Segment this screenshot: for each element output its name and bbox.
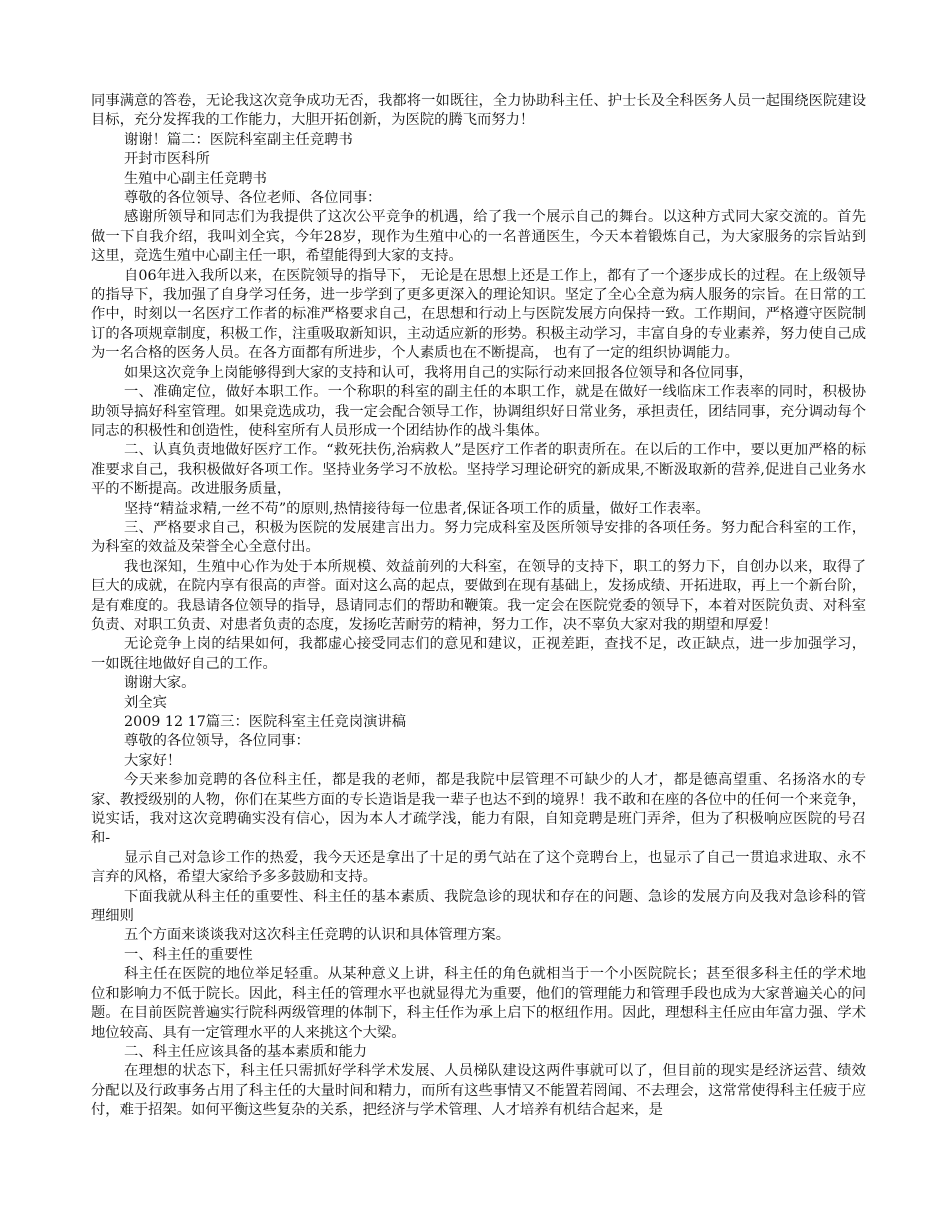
paragraph: 我也深知，生殖中心作为处于本所规模、效益前列的大科室，在领导的支持下，职工的努力下，自创办以来，取得了巨大的成就，在院内享有很高的声誉。面对这么高的起点，要做到在现有基础上，发扬成绩、开拓进取，再上一个新台阶，是有难度的。我恳请各位领导的指导，恳请同志们的帮助和鞭策。我一定会在医院党委的领导下，本着对医院负责、对科室负责、对职工负责、对患者负责的态度，发扬吃苦耐劳的精神，努力工作，决不辜负大家对我的期望和厚爱！ (91, 558, 866, 633)
paragraph: 无论竞争上岗的结果如何，我都虚心接受同志们的意见和建议，正视差距，查找不足，改正缺点，进一步加强学习，一如既往地做好自己的工作。 (91, 636, 866, 672)
paragraph: 刘全宾 (124, 694, 167, 711)
paragraph: 感谢所领导和同志们为我提供了这次公平竞争的机遇，给了我一个展示自己的舞台。以这种方式同大家交流的。首先做一下自我介绍，我叫刘全宾，今年28岁，现作为生殖中心的一名普通医生，今天本着锻炼自己，为大家服务的宗旨站到这里，竞选生殖中心副主任一职，希望能得到大家的支持。 (91, 209, 866, 265)
paragraph: 谢谢！篇二：医院科室副主任竞聘书 (124, 131, 353, 148)
paragraph: 谢谢大家。 (124, 675, 196, 692)
paragraph: 生殖中心副主任竞聘书 (124, 170, 267, 187)
paragraph: 三、严格要求自己，积极为医院的发展建言出力。努力完成科室及医所领导安排的各项任务。努力配合科室的工作，为科室的效益及荣誉全心全意付出。 (91, 519, 866, 556)
paragraph: 五个方面来谈谈我对这次科主任竞聘的认识和具体管理方案。 (124, 927, 511, 944)
paragraph: 下面我就从科主任的重要性、科主任的基本素质、我院急诊的现状和存在的问题、急诊的发展方向及我对急诊科的管理细则 (91, 888, 866, 925)
paragraph: 同事满意的答卷，无论我这次竞争成功无否，我都将一如既往，全力协助科主任、护士长及全科医务人员一起围绕医院建设目标，充分发挥我的工作能力，大胆开拓创新，为医院的腾飞而努力！ (91, 93, 866, 129)
paragraph: 如果这次竞争上岗能够得到大家的支持和认可，我将用自己的实际行动来回报各位领导和各位同事， (124, 364, 754, 381)
paragraph: 二、科主任应该具备的基本素质和能力 (124, 1043, 368, 1060)
paragraph: 二、认真负责地做好医疗工作。“救死扶伤,治病救人”是医疗工作者的职责所在。在以后的工作中，要以更加严格的标准要求自己，我积极做好各项工作。坚持业务学习不放松。坚持学习理论研究的新成果,不断汲取新的营养,促进自己业务水平的不断提高。改进服务质量， (91, 442, 866, 498)
paragraph: 在理想的状态下，科主任只需抓好学科学术发展、人员梯队建设这两件事就可以了，但目前的现实是经济运营、绩效分配以及行政事务占用了科主任的大量时间和精力，而所有这些事情又不能置若罔闻、不去理会，这常常使得科主任疲于应付，难于招架。如何平衡这些复杂的关系，把经济与学术管理、人才培养有机结合起来，是 (91, 1063, 866, 1119)
paragraph: 2009 12 17篇三：医院科室主任竞岗演讲稿 (124, 714, 407, 730)
paragraph: 坚持“精益求精,一丝不苟”的原则,热情接待每一位患者,保证各项工作的质量，做好工作表率。 (124, 500, 710, 517)
paragraph: 尊敬的各位领导、各位老师、各位同事： (124, 190, 382, 207)
paragraph: 科主任在医院的地位举足轻重。从某种意义上讲，科主任的角色就相当于一个小医院院长；甚至很多科主任的学术地位和影响力不低于院长。因此，科主任的管理水平也就显得尤为重要，他们的管理能力和管理手段也成为大家普遍关心的问题。在目前医院普遍实行院科两级管理的体制下，科主任作为承上启下的枢纽作用。因此，理想科主任应由年富力强、学术地位较高、具有一定管理水平的人来挑这个大梁。 (91, 966, 866, 1041)
paragraph: 尊敬的各位领导，各位同事： (124, 733, 310, 750)
document-page (91, 92, 866, 1121)
paragraph: 一、准确定位，做好本职工作。一个称职的科室的副主任的本职工作，就是在做好一线临床工作表率的同时，积极协助领导搞好科室管理。如果竞选成功，我一定会配合领导工作，协调组织好日常业务，承担责任，团结同事，充分调动每个同志的积极性和创造性，使科室所有人员形成一个团结协作的战斗集体。 (91, 384, 866, 439)
paragraph: 一、科主任的重要性 (124, 946, 253, 963)
paragraph: 自06年进入我所以来，在医院领导的指导下， 无论是在思想上还是工作上，都有了一个逐步成长的过程。在上级领导的指导下，我加强了自身学习任务，进一步学到了更多更深入的理论知识。坚定了全心全意为病人服务的宗旨。在日常的工作中，时刻以一名医疗工作者的标准严格要求自己，在思想和行动上与医院发展方向保持一致。工作期间，严格遵守医院制订的各项规章制度，积极工作，注重吸取新知识，主动适应新的形势。积极主动学习，丰富自身的专业素养，努力使自己成为一名合格的医务人员。在各方面都有所进步，个人素质也在不断提高， 也有了一定的组织协调能力。 (91, 267, 866, 362)
paragraph: 大家好！ (124, 752, 182, 769)
paragraph: 今天来参加竞聘的各位科主任，都是我的老师，都是我院中层管理不可缺少的人才，都是德高望重、名扬洛水的专家、教授级别的人物，你们在某些方面的专长造诣是我一辈子也达不到的境界！我不敢和在座的各位中的任何一个来竞争，说实话，我对这次竞聘确实没有信心，因为本人才疏学浅，能力有限，自知竞聘是班门弄斧，但为了积极响应医院的号召和- (91, 772, 866, 847)
paragraph: 显示自己对急诊工作的热爱，我今天还是拿出了十足的勇气站在了这个竞聘台上，也显示了自己一贯追求进取、永不言弃的风格，希望大家给予多多鼓励和支持。 (91, 849, 866, 886)
paragraph: 开封市医科所 (124, 151, 210, 168)
